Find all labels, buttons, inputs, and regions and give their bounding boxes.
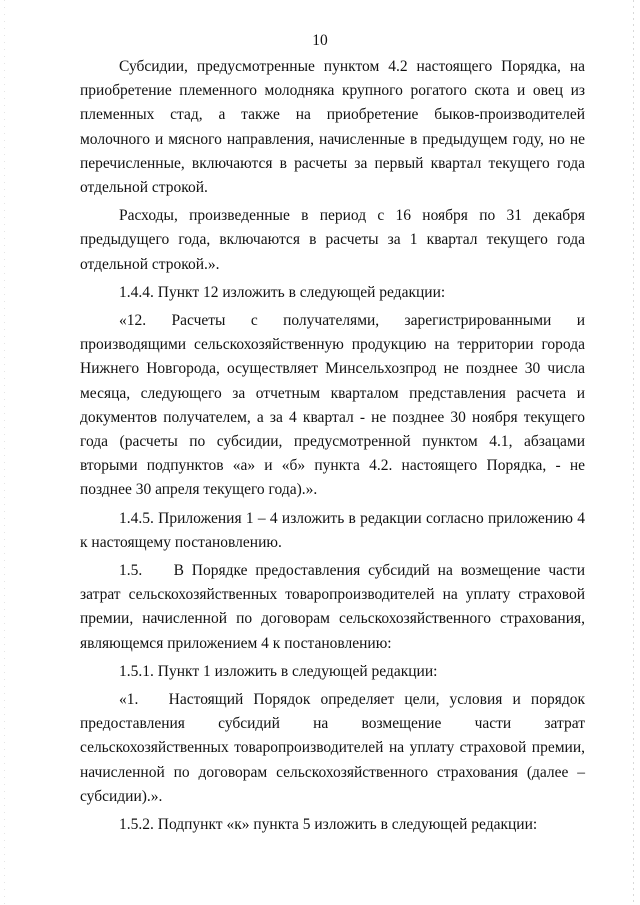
- paragraph-item-12-text: «12. Расчеты с получателями, зарегистрированными и производящими сельскохозяйственную продукцию на территории города Нижнего Новгорода, осуществляет Минсельхозпрод не позднее 30 числа месяца, следующего за отчетным кварталом представления расчета и документов получателем, а за 4 квартал - не позднее 30 ноября текущего года (расчеты по субсидии, предусмотренной пунктом 4.1, абзацами вторыми подпунктов «а» и «б» пункта 4.2. настоящего Порядка, - не позднее 30 апреля текущего года).».: [80, 312, 585, 499]
- paragraph-item-1-4-5: 1.4.5. Приложения 1 – 4 изложить в редакции согласно приложению 4 к настоящему постановлению.: [80, 509, 585, 551]
- paragraph-item-1-text: «1. Настоящий Порядок определяет цели, условия и порядок предоставления субсидий на возмещение части затрат сельскохозяйственных товаропроизводителей на уплату страховой премии, начисленной по договорам сельскохозяйственного страхования (далее – субсидии).».: [80, 691, 585, 805]
- page-number: 10: [312, 32, 328, 49]
- paragraph-subsidies-breeding: Субсидии, предусмотренные пунктом 4.2 настоящего Порядка, на приобретение племенного молодняка крупного рогатого скота и овец из племенных стад, а также на приобретение быков-производителей молочного и мясного направления, начисленные в предыдущем году, но не перечисленные, включаются в расчеты за первый квартал текущего года отдельной строкой.: [80, 58, 585, 197]
- document-body: [80, 55, 585, 837]
- scan-edge-right: [633, 0, 634, 905]
- paragraph-expenses-period: Расходы, произведенные в период с 16 ноября по 31 декабря предыдущего года, включаются в расчеты за 1 квартал текущего года отдельной строкой.».: [80, 207, 585, 273]
- paragraph-item-1-5: 1.5. В Порядке предоставления субсидий на возмещение части затрат сельскохозяйственных товаропроизводителей на уплату страховой премии, начисленной по договорам сельскохозяйственного страхования, являющемся приложением 4 к постановлению:: [80, 562, 585, 652]
- scan-edge-left: [4, 0, 5, 905]
- paragraph-item-1-5-1: 1.5.1. Пункт 1 изложить в следующей редакции:: [119, 662, 438, 680]
- paragraph-item-1-4-4: 1.4.4. Пункт 12 изложить в следующей редакции:: [119, 283, 446, 301]
- paragraph-item-1-5-2: 1.5.2. Подпункт «к» пункта 5 изложить в следующей редакции:: [119, 816, 538, 834]
